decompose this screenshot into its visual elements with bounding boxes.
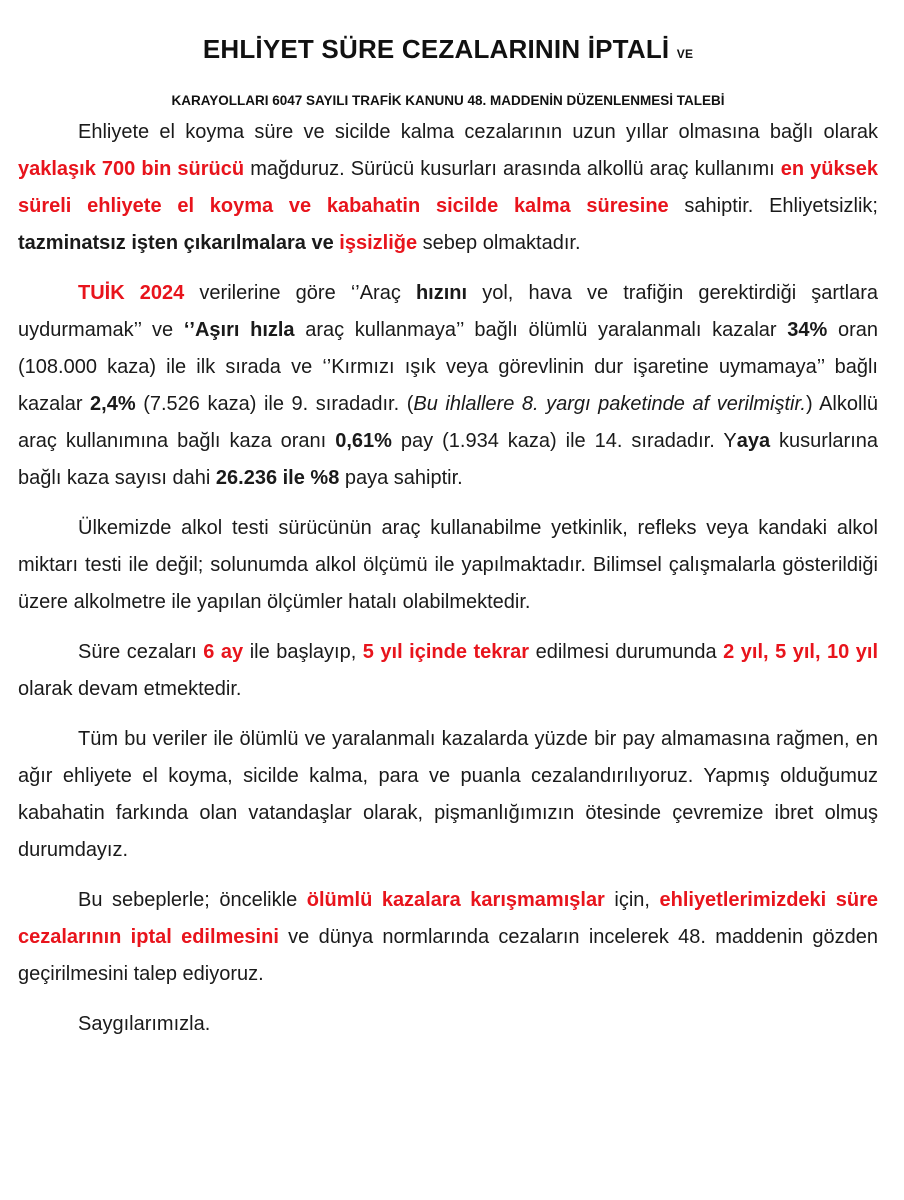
p1-text: sebep olmaktadır. [417, 232, 581, 254]
p2-text: oran (108.000 kaza) ile ilk sırada ve ‘’Kırmızı ışık veya görevlinin dur işaretine uymamaya’’ bağlı kazalar [18, 319, 878, 415]
p2-bold-percent-2-4: 2,4% [90, 393, 136, 415]
p2-italic-amnesty-note: Bu ihlallere 8. yargı paketinde af verilmiştir. [413, 393, 806, 415]
p2-bold-excess-speed: ‘’Aşırı hızla [183, 319, 295, 341]
p4-highlight-repeat: 5 yıl içinde tekrar [362, 641, 530, 663]
closing-regards: Saygılarımızla. [78, 1013, 211, 1035]
p2-text: araç kullanmaya’’ bağlı ölümlü yaralanmalı kazalar [294, 319, 788, 341]
p2-bold-percent-0-61: 0,61% [335, 430, 392, 452]
p4-text: Süre cezaları [78, 641, 204, 663]
document-title [18, 32, 878, 71]
p1-bold-dismissal: tazminatsız işten çıkarılmalara ve [18, 232, 340, 254]
p2-text: (7.526 kaza) ile 9. sıradadır. ( [135, 393, 414, 415]
p6-text: için, [604, 889, 660, 911]
p2-text: pay (1.934 kaza) ile 14. sıradadır. Y [391, 430, 737, 452]
p4-highlight-durations: 2 yıl, 5 yıl, 10 yıl [723, 641, 878, 663]
p1-highlight-victims: yaklaşık 700 bin sürücü [18, 158, 245, 180]
p1-text: sahiptir. Ehliyetsizlik; [668, 195, 878, 217]
title-suffix: VE [676, 47, 694, 61]
p4-text: olarak devam etmektedir. [18, 678, 242, 700]
p4-text: ile başlayıp, [243, 641, 363, 663]
p2-highlight-tuik: TUİK 2024 [78, 282, 185, 304]
p2-bold-speed: hızını [415, 282, 468, 304]
paragraph-4 [18, 634, 878, 708]
p6-highlight-cancel-request: ehliyetlerimizdeki süre cezalarının iptal edilmesini [18, 889, 879, 948]
paragraph-1 [18, 114, 878, 262]
p2-text: kusurlarına bağlı kaza sayısı dahi [18, 430, 878, 489]
p1-highlight-unemployment: işsizliğe [339, 232, 418, 254]
paragraph-6 [18, 882, 878, 993]
document-subtitle: KARAYOLLARI 6047 SAYILI TRAFİK KANUNU 48. MADDENİN DÜZENLENMESİ TALEBİ [171, 93, 725, 108]
p6-highlight-no-fatal: ölümlü kazalara karışmamışlar [306, 889, 605, 911]
p2-text: yol, hava ve trafiğin gerektirdiği şartlara uydurmamak’’ ve [18, 282, 878, 341]
p4-text: edilmesi durumunda [529, 641, 724, 663]
p6-text: Bu sebeplerle; öncelikle [78, 889, 307, 911]
paragraph-3: Ülkemizde alkol testi sürücünün araç kullanabilme yetkinlik, refleks veya kandaki alkol miktarı testi ile değil; solunumda alkol ölçümü ile yapılmaktadır. Bilimsel çalışmalarla gösterildiği üzere alkolmetre ile yapılan ölçümler hatalı olabilmektedir. [18, 517, 878, 613]
p2-bold-percent-34: 34% [787, 319, 828, 341]
paragraph-2 [18, 275, 878, 497]
paragraph-5: Tüm bu veriler ile ölümlü ve yaralanmalı kazalarda yüzde bir pay almamasına rağmen, en ağır ehliyete el koyma, sicilde kalma, para ve puanla cezalandırılıyoruz. Yapmış olduğumuz kabahatin farkında olan vatandaşlar olarak, pişmanlığımızın ötesinde çevremize ibret olmuş durumdayız. [18, 728, 878, 861]
p2-text: verilerine göre ‘’Araç [184, 282, 416, 304]
p6-text: ve dünya normlarında cezaların incelerek 48. maddenin gözden geçirilmesini talep ediyoruz. [18, 926, 878, 985]
p1-text: Ehliyete el koyma süre ve sicilde kalma cezalarının uzun yıllar olmasına bağlı olarak [78, 121, 878, 143]
p2-text: ) Alkollü araç kullanımına bağlı kaza oranı [18, 393, 879, 452]
p2-bold-pedestrian: aya [736, 430, 771, 452]
title-main: EHLİYET SÜRE CEZALARININ İPTALİ [202, 34, 677, 64]
p2-text: paya sahiptir. [339, 467, 463, 489]
p4-highlight-6-months: 6 ay [203, 641, 244, 663]
p1-highlight-penalty: en yüksek süreli ehliyete el koyma ve kabahatin sicilde kalma süresine [18, 158, 878, 217]
p1-text: mağduruz. Sürücü kusurları arasında alkollü araç kullanımı [244, 158, 781, 180]
p2-bold-pedestrian-stats: 26.236 ile %8 [215, 467, 340, 489]
